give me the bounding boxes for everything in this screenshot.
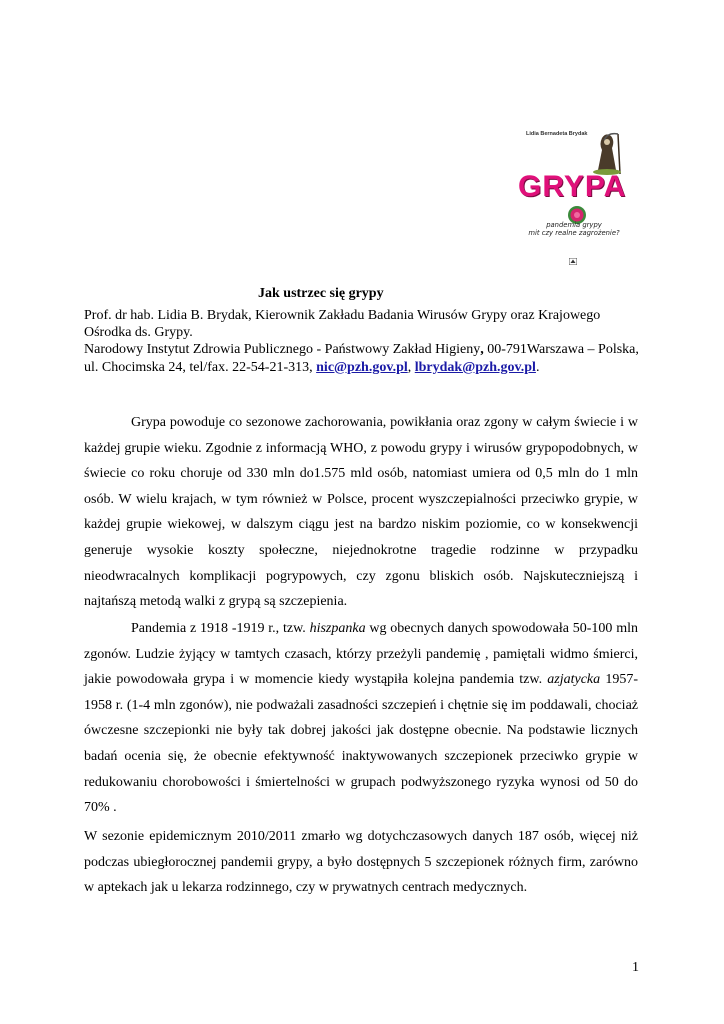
institute-comma: , bbox=[480, 342, 484, 358]
affiliation-end: . bbox=[535, 359, 540, 375]
email-link-nic[interactable]: nic@pzh.gov.pl bbox=[316, 359, 408, 375]
term-azjatycka: azjatycka bbox=[547, 672, 601, 688]
author-affiliation bbox=[84, 307, 644, 376]
cover-subtitle-line2: mit czy realne zagrożenie? bbox=[528, 229, 620, 237]
institute-address: 00-791Warszawa – Polska, ul. Chocimska 24, tel/fax. 22-54-21-313, bbox=[84, 342, 639, 375]
paragraph-2-part-a: Pandemia z 1918 -1919 r., tzw. bbox=[131, 621, 310, 636]
paragraph-2-part-b: wg obecnych danych spowodowała 50-100 mln zgonów. Ludzie żyjący w tamtych czasach, którzy przeżyli pandemię , pamiętali widmo śmierci, jakie powodowała grypa i w momencie kiedy wystąpiła kolejna pandemia tzw. bbox=[84, 621, 639, 688]
cover-title: GRYPA bbox=[518, 170, 627, 203]
book-cover-image bbox=[518, 120, 628, 270]
email-link-lbrydak[interactable]: lbrydak@pzh.gov.pl bbox=[414, 359, 536, 375]
term-hiszpanka: hiszpanka bbox=[309, 621, 366, 636]
affiliation-line-1: Prof. dr hab. Lidia B. Brydak, Kierownik Zakładu Badania Wirusów Grypy oraz Krajowego Ośrodka ds. Grypy. bbox=[84, 308, 601, 341]
affiliation-line-2 bbox=[84, 341, 644, 375]
paragraph-1: Grypa powoduje co sezonowe zachorowania, powikłania oraz zgony w całym świecie i w każdej grupie wieku. Zgodnie z informacją WHO, z powodu grypy i wirusów grypopodobnych, w świecie co roku choruje od 330 mln do1.575 mld osób, natomiast umiera od 0,5 mln do 1 mln osób. W wielu krajach, w tym również w Polsce, procent wyszczepialności przeciwko grypie, w każdej grupie wiekowej, w dalszym ciągu jest na bardzo niskim poziomie, co w konsekwencji generuje wysokie koszty społeczne, niejednokrotne tragedie rodzinne w przypadku nieodwracalnych komplikacji pogrypowych, czy zgonu bliskich osób. Najskuteczniejszą i najtańszą metodą walki z grypą są szczepienia. bbox=[84, 415, 638, 610]
paragraph-2-part-c: 1957-1958 r. (1-4 mln zgonów), nie podważali zasadności szczepień i chętnie się im poddawali, chociaż ówczesne szczepionki nie były tak dobrej jakości jak dostępne obecnie. Na podstawie licznych badań ocenia się, że obecnie efektywność inaktywowanych szczepionek przeciwko grypie w redukowaniu chorobowości i śmiertelności w grupach podwyższonego ryzyka wynosi od 50 do 70% . bbox=[84, 672, 638, 816]
paragraph-2 bbox=[84, 616, 638, 821]
paragraph-3: W sezonie epidemicznym 2010/2011 zmarło wg dotychczasowych danych 187 osób, więcej niż podczas ubiegłorocznej pandemii grypy, a było dostępnych 5 szczepionek różnych firm, zarówno w aptekach jak u lekarza rodzinnego, czy w prywatnych centrach medycznych. bbox=[84, 829, 638, 896]
cover-subtitle bbox=[522, 221, 626, 237]
institute-name: Narodowy Instytut Zdrowia Publicznego - Państwowy Zakład Higieny bbox=[84, 342, 481, 358]
page-number: 1 bbox=[632, 960, 639, 975]
document-title: Jak ustrzec się grypy bbox=[258, 286, 384, 301]
cover-subtitle-line1: pandemia grypy bbox=[546, 221, 602, 229]
publisher-logo-icon bbox=[569, 258, 577, 265]
email-separator: , bbox=[407, 359, 415, 375]
cover-author: Lidia Bernadeta Brydak bbox=[526, 131, 588, 137]
